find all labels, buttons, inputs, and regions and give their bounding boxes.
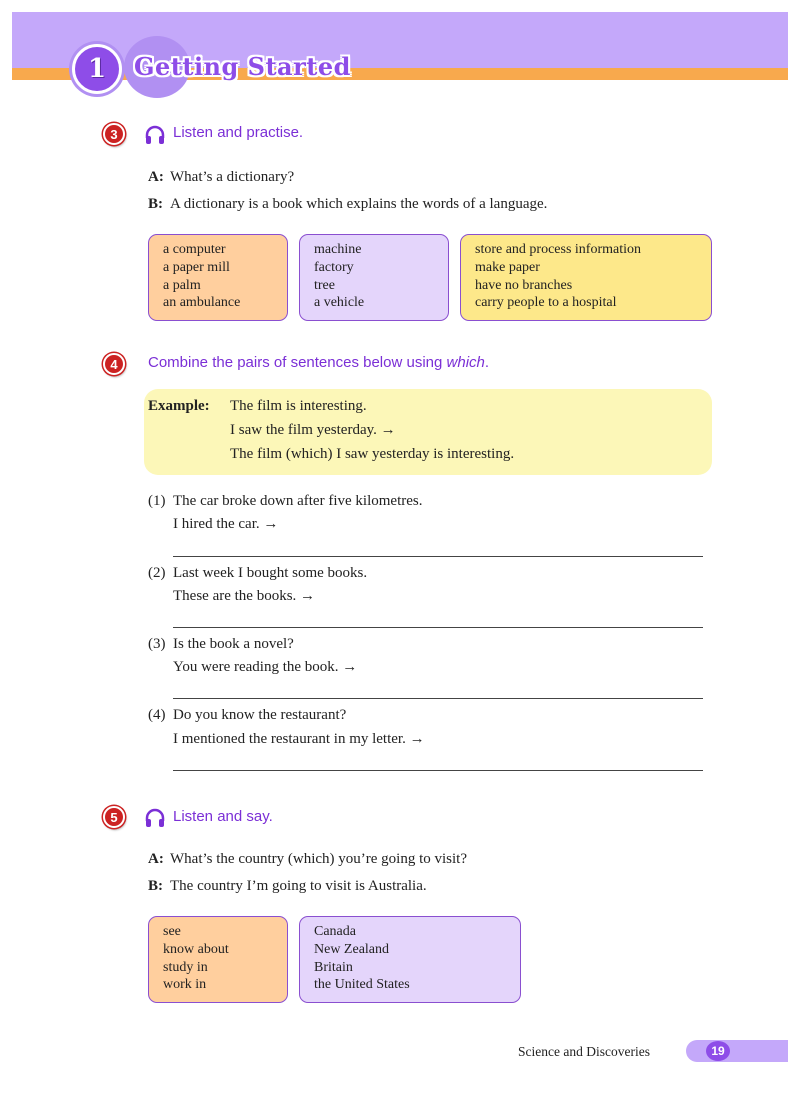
- instruction-suffix: .: [484, 354, 490, 371]
- example-label: Example:: [148, 398, 210, 414]
- word-box-countries: [299, 916, 521, 1003]
- question-4-number: (4): [148, 707, 166, 723]
- instruction-keyword: which: [446, 354, 485, 371]
- answer-line-2: [173, 627, 703, 628]
- box-item: know about: [163, 941, 229, 957]
- question-1-number: (1): [148, 493, 166, 509]
- box-item: have no branches: [475, 277, 573, 293]
- question-3-line-1: Is the book a novel?: [173, 636, 294, 652]
- box-item: the United States: [314, 977, 410, 993]
- question-4-line-2: I mentioned the restaurant in my letter. →: [173, 731, 425, 747]
- exercise-3-number: 3: [103, 123, 125, 145]
- answer-line-3: [173, 698, 703, 699]
- question-1-line-2: I hired the car. →: [173, 516, 279, 532]
- box-item: a paper mill: [163, 259, 230, 275]
- box-item: a computer: [163, 242, 226, 257]
- box-item: a palm: [163, 277, 201, 293]
- answer-line-4: [173, 770, 703, 771]
- box-item: Britain: [314, 959, 353, 975]
- headphones-icon: [144, 807, 166, 829]
- box-item: Canada: [314, 924, 356, 939]
- speaker-b: B:: [148, 878, 163, 894]
- speaker-a: A:: [148, 851, 164, 867]
- box-item: make paper: [475, 259, 540, 275]
- answer-line-1: [173, 556, 703, 557]
- speaker-b: B:: [148, 196, 163, 212]
- box-item: study in: [163, 959, 208, 975]
- dialogue-line-b: [148, 196, 547, 213]
- exercise-4-instruction: [148, 354, 489, 371]
- exercise-3-instruction: Listen and practise.: [173, 124, 304, 141]
- dialogue-line-b: [148, 878, 427, 895]
- example-line-1: The film is interesting.: [230, 398, 367, 414]
- headphones-icon: [144, 124, 166, 146]
- footer-section-title: Science and Discoveries: [518, 1044, 650, 1059]
- question-4-line-1: Do you know the restaurant?: [173, 707, 347, 723]
- word-box-objects: [148, 234, 288, 321]
- box-item: store and process information: [475, 242, 642, 257]
- question-1-line-1: The car broke down after five kilometres.: [173, 493, 423, 509]
- box-item: an ambulance: [163, 295, 241, 311]
- question-3-line-2: You were reading the book. →: [173, 659, 358, 675]
- question-2-line-1: Last week I bought some books.: [173, 565, 368, 581]
- box-item: tree: [314, 277, 335, 293]
- box-item: factory: [314, 259, 354, 275]
- exercise-5-number: 5: [103, 806, 125, 828]
- example-line-2: I saw the film yesterday. →: [230, 422, 396, 438]
- question-3-number: (3): [148, 636, 166, 652]
- box-item: New Zealand: [314, 941, 390, 957]
- question-2-number: (2): [148, 565, 166, 581]
- unit-number-badge: [72, 44, 122, 94]
- exercise-5-instruction: Listen and say.: [173, 808, 273, 825]
- unit-title: Getting Started: [134, 52, 351, 81]
- unit-number: 1: [87, 54, 107, 84]
- instruction-prefix: Combine the pairs of sentences below using: [148, 354, 447, 371]
- exercise-4-number: 4: [103, 353, 125, 375]
- dialogue-line-a: [148, 169, 294, 186]
- page-number: 19: [706, 1041, 730, 1061]
- dialogue-text: What’s a dictionary?: [170, 169, 295, 185]
- dialogue-text: The country I’m going to visit is Australia.: [170, 878, 427, 894]
- dialogue-line-a: [148, 851, 467, 868]
- box-item: machine: [314, 242, 362, 257]
- box-item: a vehicle: [314, 295, 365, 311]
- box-item: carry people to a hospital: [475, 295, 617, 311]
- word-box-categories: [299, 234, 449, 321]
- footer-band: [686, 1040, 788, 1062]
- box-item: see: [163, 924, 181, 939]
- word-box-verbs: [148, 916, 288, 1003]
- speaker-a: A:: [148, 169, 164, 185]
- dialogue-text: What’s the country (which) you’re going to visit?: [170, 851, 468, 867]
- dialogue-text: A dictionary is a book which explains the words of a language.: [170, 196, 548, 212]
- word-box-functions: [460, 234, 712, 321]
- question-2-line-2: These are the books. →: [173, 588, 316, 604]
- box-item: work in: [163, 977, 207, 993]
- example-line-3: The film (which) I saw yesterday is interesting.: [230, 446, 515, 462]
